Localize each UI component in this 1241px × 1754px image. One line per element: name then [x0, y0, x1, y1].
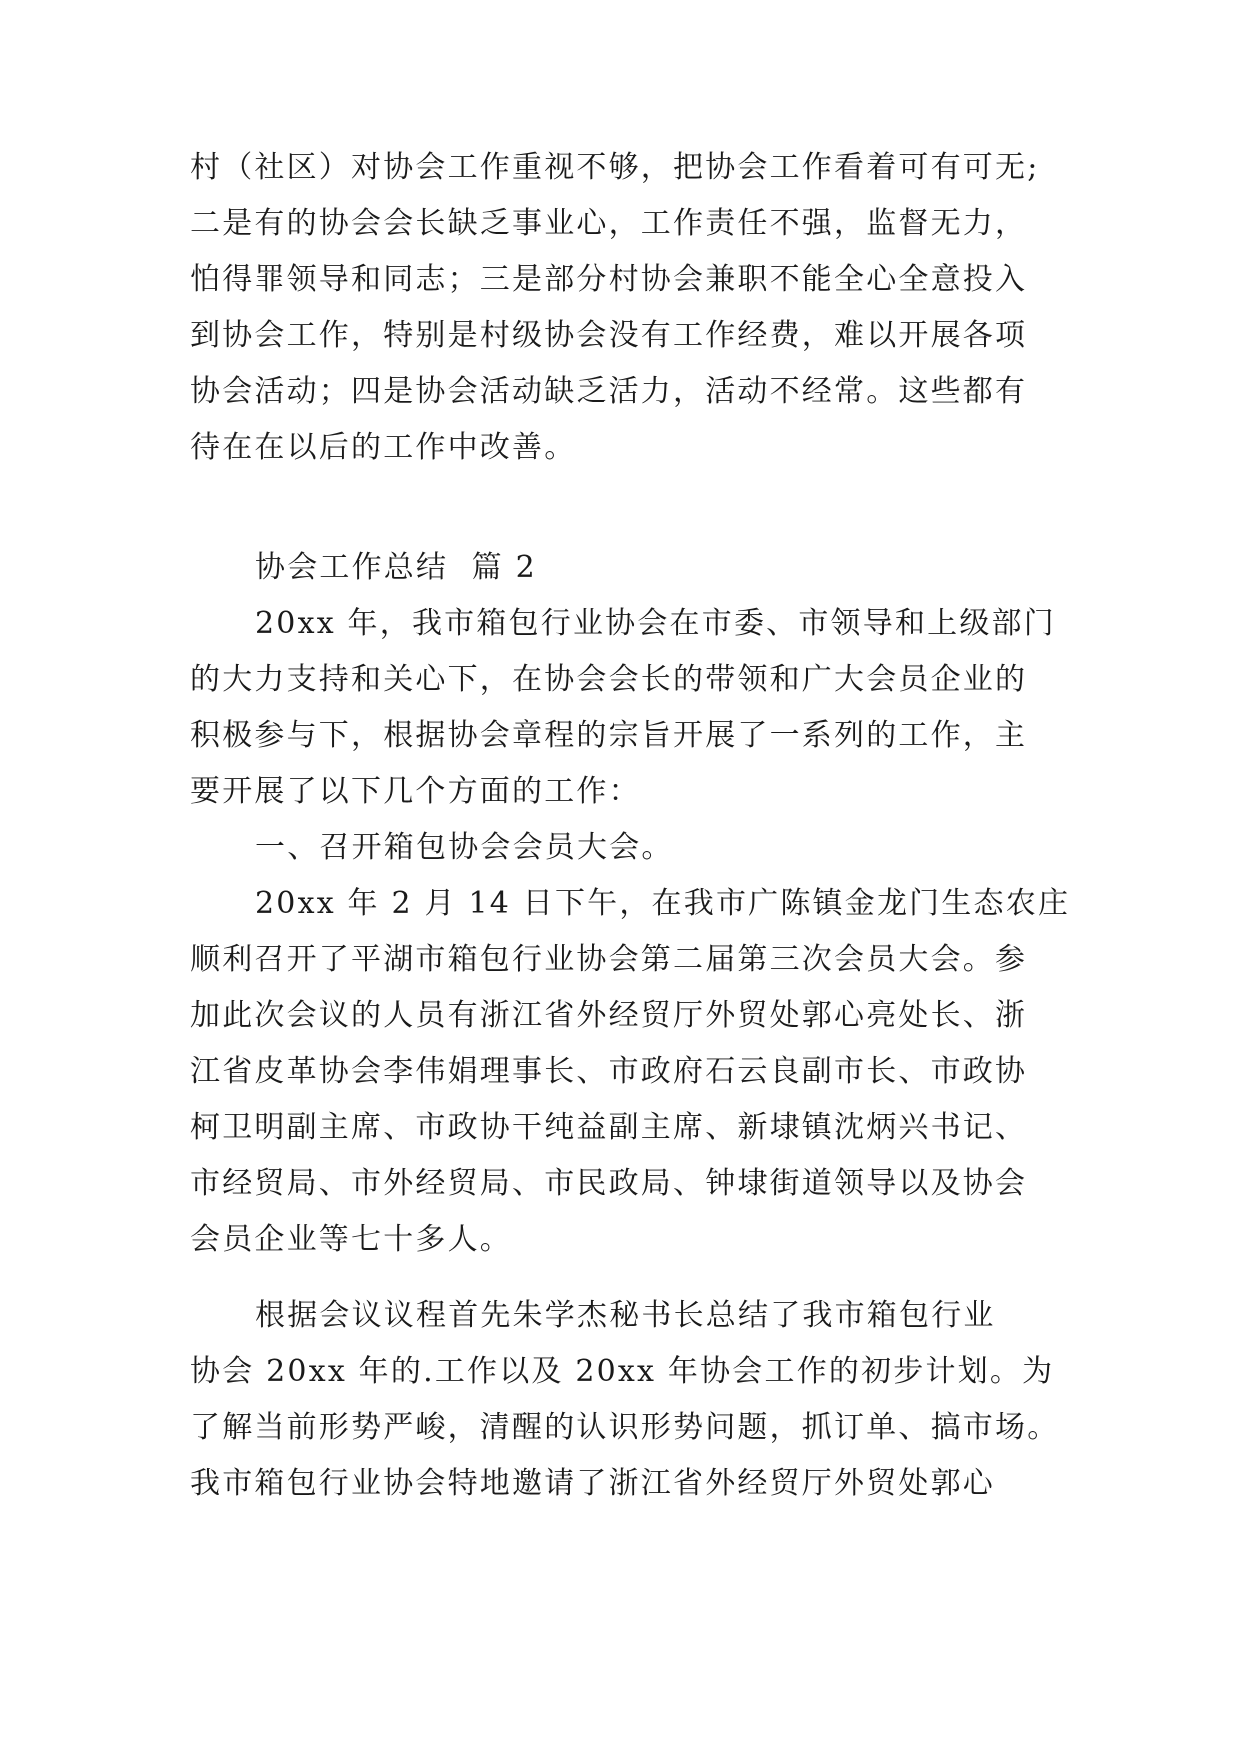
- section-title: 协会工作总结 篇 2: [255, 550, 537, 585]
- paragraph-line: 待在在以后的工作中改善。: [190, 430, 577, 465]
- paragraph-line: 市经贸局、市外经贸局、市民政局、钟埭街道领导以及协会: [190, 1166, 1028, 1201]
- paragraph-line: 的大力支持和关心下，在协会会长的带领和广大会员企业的: [190, 662, 1028, 697]
- paragraph-line: 我市箱包行业协会特地邀请了浙江省外经贸厅外贸处郭心: [190, 1466, 995, 1501]
- paragraph-line: 村（社区）对协会工作重视不够，把协会工作看着可有可无;: [190, 150, 1040, 185]
- paragraph-line: 20xx 年 2 月 14 日下午，在我市广陈镇金龙门生态农庄: [255, 886, 1071, 921]
- paragraph-line: 根据会议议程首先朱学杰秘书长总结了我市箱包行业: [255, 1298, 996, 1333]
- paragraph-line: 二是有的协会会长缺乏事业心，工作责任不强，监督无力，: [190, 206, 1028, 241]
- paragraph-line: 加此次会议的人员有浙江省外经贸厅外贸处郭心亮处长、浙: [190, 998, 1028, 1033]
- paragraph-line: 顺利召开了平湖市箱包行业协会第二届第三次会员大会。参: [190, 942, 1028, 977]
- paragraph-line: 协会 20xx 年的.工作以及 20xx 年协会工作的初步计划。为: [190, 1354, 1055, 1389]
- paragraph-line: 20xx 年，我市箱包行业协会在市委、市领导和上级部门: [255, 606, 1056, 641]
- paragraph-line: 协会活动；四是协会活动缺乏活力，活动不经常。这些都有: [190, 374, 1028, 409]
- paragraph-line: 怕得罪领导和同志；三是部分村协会兼职不能全心全意投入: [190, 262, 1028, 297]
- paragraph-line: 要开展了以下几个方面的工作：: [190, 774, 641, 809]
- subheading: 一、召开箱包协会会员大会。: [255, 830, 674, 865]
- paragraph-line: 到协会工作，特别是村级协会没有工作经费，难以开展各项: [190, 318, 1028, 353]
- paragraph-line: 积极参与下，根据协会章程的宗旨开展了一系列的工作，主: [190, 718, 1028, 753]
- paragraph-line: 柯卫明副主席、市政协干纯益副主席、新埭镇沈炳兴书记、: [190, 1110, 1028, 1145]
- paragraph-line: 会员企业等七十多人。: [190, 1222, 512, 1257]
- paragraph-line: 江省皮革协会李伟娟理事长、市政府石云良副市长、市政协: [190, 1054, 1028, 1089]
- paragraph-line: 了解当前形势严峻，清醒的认识形势问题，抓订单、搞市场。: [190, 1410, 1060, 1445]
